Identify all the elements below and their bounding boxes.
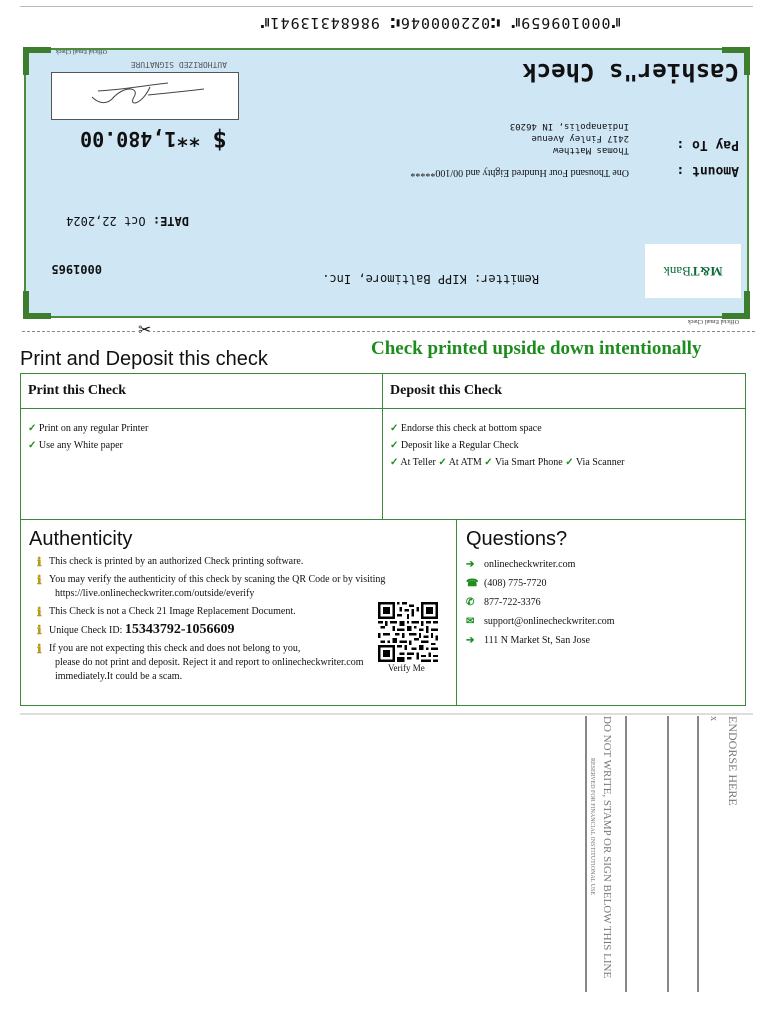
contact-tollfree[interactable]: ✆ 877-722-3376 [466, 593, 736, 612]
x-mark: x [708, 716, 719, 721]
endorsement-area [585, 716, 753, 994]
list-item: ✓ Endorse this check at bottom space [390, 423, 542, 434]
check-mark-icon: ✓ [28, 440, 37, 451]
questions-panel [456, 519, 746, 706]
check-mark-icon: ✓ [438, 457, 447, 468]
signature-note: Official Email Check [55, 48, 107, 54]
signature-image [88, 79, 208, 111]
bank-logo [645, 244, 741, 298]
endorse-here-label: ENDORSE HERE [726, 716, 740, 806]
amount-words: One Thousand Four Hundred Eighty and 00/100***** [410, 167, 629, 178]
payee-address-line-1: 2417 Finley Avenue [531, 133, 629, 143]
bank-name-primary: M&T [690, 264, 723, 279]
list-item: ✓ Deposit like a Regular Check [390, 440, 519, 451]
envelope-icon: ✉ [466, 616, 475, 627]
info-icon: ℹ [37, 555, 42, 569]
pay-to-label: Pay To : [676, 137, 739, 152]
unique-id-label: Unique Check ID: [49, 625, 123, 636]
info-icon: ℹ [37, 605, 42, 619]
payee-block [510, 120, 629, 156]
payee-name: Thomas Matthew [553, 145, 629, 155]
authenticity-title: Authenticity [29, 528, 133, 550]
phone-icon: ☎ [466, 578, 479, 589]
border-note: Official Email Check [687, 318, 739, 324]
amount-value: **1,480.00 [80, 127, 201, 151]
contact-email[interactable]: ✉ support@onlinecheckwriter.com [466, 612, 736, 631]
list-item: ℹ You may verify the authenticity of this check by scaning the QR Code or by visiting https://live.onlinecheckwriter.com/outside/everify [29, 573, 448, 601]
amount-numeric [80, 126, 227, 154]
contact-address: ➔ 111 N Market St, San Jose [466, 631, 736, 650]
dollar-sign: $ [212, 126, 227, 154]
check-mark-icon: ✓ [390, 423, 399, 434]
reserved-text: RESERVED FOR FINANCIAL INSTITUTIONAL USE [589, 758, 595, 896]
qr-code[interactable] [378, 602, 438, 662]
bottom-divider [20, 713, 753, 715]
check-mark-icon: ✓ [390, 457, 399, 468]
handset-icon: ✆ [466, 597, 475, 608]
info-icon: ℹ [37, 623, 42, 637]
authenticity-panel [20, 519, 457, 706]
print-check-title: Print this Check [21, 374, 382, 409]
check-date [66, 214, 189, 228]
info-icon: ℹ [37, 573, 42, 587]
scissors-icon: ✂ [138, 322, 152, 339]
endorse-line [585, 716, 587, 992]
arrow-right-icon: ➔ [466, 635, 475, 646]
list-item: ✓ Print on any regular Printer [28, 423, 149, 434]
top-divider [20, 6, 753, 7]
check-mark-icon: ✓ [484, 457, 493, 468]
list-item: ✓ Use any White paper [28, 440, 123, 451]
verify-url[interactable]: https://live.onlinecheckwriter.com/outside/everify [55, 588, 255, 599]
upside-down-note: Check printed upside down intentionally [371, 338, 702, 359]
check-number: 0001965 [51, 262, 102, 276]
check-face [24, 48, 749, 324]
check-title: Cashier"s Check [522, 58, 739, 86]
endorse-line [625, 716, 627, 992]
unique-id-value: 15343792-1056609 [124, 622, 235, 637]
amount-label: Amount : [676, 163, 739, 178]
do-not-write-text: DO NOT WRITE, STAMP OR SIGN BELOW THIS LINE [601, 716, 613, 979]
endorse-line [697, 716, 699, 992]
questions-title: Questions? [466, 528, 568, 550]
check-mark-icon: ✓ [390, 440, 399, 451]
cashiers-check [24, 48, 749, 324]
print-check-panel [20, 373, 383, 520]
list-item: ℹ This check is printed by an authorized Check printing software. [37, 555, 304, 569]
check-mark-icon: ✓ [565, 457, 574, 468]
deposit-check-list [383, 409, 745, 482]
payee-address-line-2: Indianapolis, IN 46203 [509, 121, 629, 131]
border-corner [23, 291, 51, 319]
micr-line: ⑈000109659⑈ ⑆022000046⑆ 98684313941⑈ [259, 14, 621, 32]
list-item: ℹ This Check is not a Check 21 Image Replacement Document. [37, 605, 296, 619]
remitter: Remitter: KIPP Baltimore, Inc. [322, 272, 539, 286]
signature-label: AUTHORIZED SIGNATURE [130, 60, 227, 69]
cut-line [22, 331, 755, 332]
info-icon: ℹ [37, 642, 42, 656]
signature-box [51, 72, 239, 120]
bank-name-secondary: Bank [663, 264, 691, 279]
endorse-line [667, 716, 669, 992]
border-corner [23, 47, 51, 75]
arrow-right-icon: ➔ [466, 559, 475, 570]
print-check-list [21, 409, 382, 465]
list-item: ✓ At Teller ✓ At ATM ✓ Via Smart Phone ✓ Via Scanner [390, 457, 625, 468]
list-item: ℹ If you are not expecting this check and does not belong to you, please do not print and deposit. Reject it and report to onlinecheckwriter.com immediately.It could be a scam. [37, 642, 364, 682]
date-label: DATE: [152, 214, 189, 228]
contact-phone[interactable]: ☎ (408) 775-7720 [466, 574, 736, 593]
date-value: Oct 22,2024 [66, 214, 146, 228]
check-mark-icon: ✓ [28, 423, 37, 434]
deposit-check-title: Deposit this Check [383, 374, 745, 409]
qr-caption: Verify Me [388, 663, 425, 673]
instructions-heading: Print and Deposit this check [20, 348, 268, 370]
contact-website[interactable]: ➔ onlinecheckwriter.com [466, 555, 736, 574]
contact-list [466, 555, 736, 650]
deposit-check-panel [382, 373, 746, 520]
